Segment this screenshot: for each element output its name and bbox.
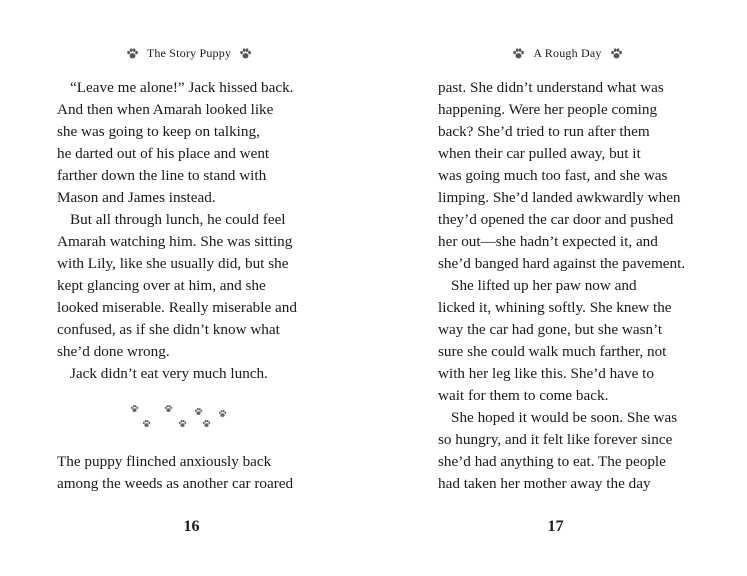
text-line: wait for them to come back. — [438, 387, 609, 404]
text-line: She lifted up her paw now and — [451, 277, 637, 294]
text-line: when their car pulled away, but it — [438, 145, 641, 162]
text-line: was going much too fast, and she was — [438, 167, 668, 184]
body-text — [438, 77, 685, 495]
text-line: farther down the line to stand with — [57, 167, 267, 184]
text-line: The puppy flinched anxiously back — [57, 453, 272, 470]
text-line: so hungry, and it felt like forever since — [438, 431, 673, 448]
page-number: 17 — [547, 518, 564, 535]
running-head — [438, 46, 697, 61]
paw-print-icon — [126, 47, 139, 60]
text-line: she’d had anything to eat. The people — [438, 453, 666, 470]
text-line: “Leave me alone!” Jack hissed back. — [70, 79, 294, 96]
text-line: looked miserable. Really miserable and — [57, 299, 297, 316]
left-page — [0, 0, 373, 576]
text-line: her out—she hadn’t expected it, and — [438, 233, 658, 250]
text-line: kept glancing over at him, and she — [57, 277, 266, 294]
text-line: with her leg like this. She’d have to — [438, 365, 654, 382]
text-line: had taken her mother away the day — [438, 475, 651, 492]
running-head — [60, 46, 318, 61]
text-line: back? She’d tried to run after them — [438, 123, 650, 140]
right-page — [374, 0, 747, 576]
text-line: way the car had gone, but she wasn’t — [438, 321, 663, 338]
page-number: 16 — [183, 518, 200, 535]
paw-print-icon — [610, 47, 623, 60]
text-line: Mason and James instead. — [57, 189, 216, 206]
text-line: licked it, whining softly. She knew the — [438, 299, 672, 316]
text-line: But all through lunch, he could feel — [70, 211, 286, 228]
text-line: she’d done wrong. — [57, 343, 170, 360]
text-line: they’d opened the car door and pushed — [438, 211, 674, 228]
text-line: he darted out of his place and went — [57, 145, 270, 162]
text-line: And then when Amarah looked like — [57, 101, 274, 118]
text-line: Amarah watching him. She was sitting — [57, 233, 293, 250]
text-line: past. She didn’t understand what was — [438, 79, 664, 96]
running-head-title: The Story Puppy — [146, 46, 232, 60]
paw-print-icon — [512, 47, 525, 60]
text-line: limping. She’d landed awkwardly when — [438, 189, 681, 206]
paw-trail-icon — [128, 404, 232, 436]
running-head-title: A Rough Day — [533, 46, 602, 60]
text-line: among the weeds as another car roared — [57, 475, 294, 492]
text-line: confused, as if she didn’t know what — [57, 321, 280, 338]
text-line: she was going to keep on talking, — [57, 123, 260, 140]
body-text-after-break — [57, 451, 293, 495]
text-line: She hoped it would be soon. She was — [451, 409, 678, 426]
text-line: with Lily, like she usually did, but she — [57, 255, 289, 272]
paw-print-icon — [239, 47, 252, 60]
text-line: happening. Were her people coming — [438, 101, 658, 118]
text-line: she’d banged hard against the pavement. — [438, 255, 686, 272]
text-line: Jack didn’t eat very much lunch. — [70, 365, 268, 382]
body-text — [57, 77, 297, 385]
text-line: sure she could walk much farther, not — [438, 343, 667, 360]
